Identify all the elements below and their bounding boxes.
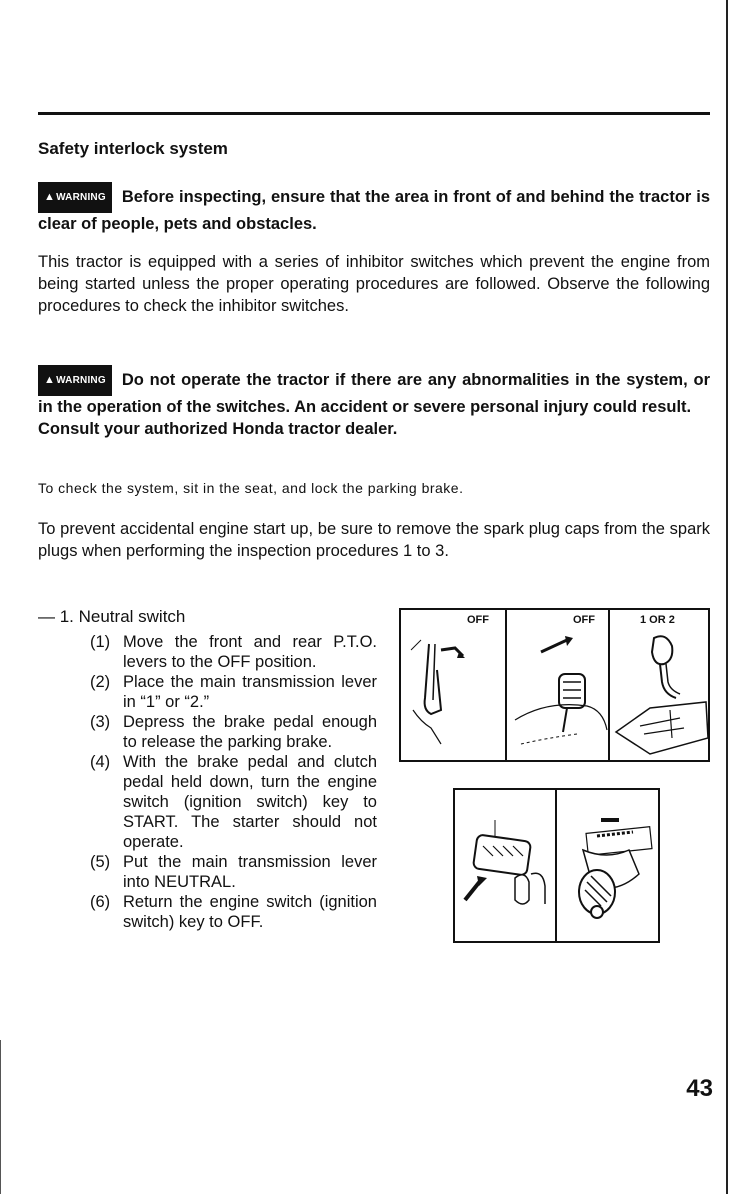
transmission-lever-illustration (610, 610, 710, 760)
procedure-steps (90, 632, 377, 932)
step-number: (4) (90, 753, 111, 771)
check-instruction: To check the system, sit in the seat, and lock the parking brake. (38, 480, 464, 496)
warning-badge-label: WARNING (56, 375, 106, 386)
intro-paragraph: This tractor is equipped with a series of inhibitor switches which prevent the engine from being started unless the proper operating procedures are followed. Observe the following procedures to check the inhibitor switches. (38, 253, 710, 315)
pedal-key-figure (453, 788, 660, 943)
ignition-key-panel (557, 790, 658, 941)
procedure-step (90, 712, 377, 752)
transmission-lever-panel (610, 610, 710, 760)
procedure-step (90, 892, 377, 932)
procedure-step (90, 632, 377, 672)
step-number: (3) (90, 713, 111, 731)
warning-2-dealer: Consult your authorized Honda tractor dealer. (38, 420, 398, 438)
page-number: 43 (686, 1075, 713, 1102)
warning-badge (38, 182, 112, 213)
warning-block-1 (38, 182, 710, 235)
brake-pedal-illustration (455, 790, 555, 942)
warning-2-text: Do not operate the tractor if there are any abnormalities in the system, or in the operation of the switches. An accident or severe personal injury could result. (38, 370, 710, 416)
step-text: Return the engine switch (ignition switch) key to OFF. (123, 893, 377, 931)
panel-label-off-2: OFF (573, 614, 595, 626)
step-number: (2) (90, 673, 111, 691)
lever-figure (399, 608, 710, 762)
step-text: With the brake pedal and clutch pedal held down, turn the engine switch (ignition switch) key to START. The starter should not operate. (123, 753, 377, 851)
warning-triangle-icon: ▲ (44, 374, 56, 386)
warning-badge (38, 365, 112, 396)
procedure-step (90, 752, 377, 852)
procedure-step (90, 852, 377, 892)
section-title: Safety interlock system (38, 139, 228, 158)
step-text: Move the front and rear P.T.O. levers to the OFF position. (123, 633, 377, 671)
pto-switch-illustration (507, 610, 608, 760)
step-text: Put the main transmission lever into NEUTRAL. (123, 853, 377, 891)
pto-switch-panel (507, 610, 610, 760)
brake-pedal-panel (455, 790, 557, 941)
step-number: (6) (90, 893, 111, 911)
procedure-heading: — 1. Neutral switch (38, 607, 186, 626)
warning-triangle-icon: ▲ (44, 191, 56, 203)
step-number: (5) (90, 853, 111, 871)
ignition-key-illustration (557, 790, 658, 942)
header-rule (38, 112, 710, 115)
pto-lever-illustration (401, 610, 505, 760)
prevent-paragraph: To prevent accidental engine start up, be sure to remove the spark plug caps from the spark plugs when performing the inspection procedures 1 to 3. (38, 520, 710, 560)
panel-label-1or2: 1 OR 2 (640, 614, 675, 626)
procedure-step (90, 672, 377, 712)
warning-badge-label: WARNING (56, 192, 106, 203)
step-text: Depress the brake pedal enough to release the parking brake. (123, 713, 377, 751)
page-edge-right (726, 0, 728, 1194)
pto-lever-panel (401, 610, 507, 760)
step-text: Place the main transmission lever in “1” or “2.” (123, 673, 377, 711)
warning-block-2 (38, 365, 710, 440)
panel-label-off: OFF (467, 614, 489, 626)
step-number: (1) (90, 633, 111, 651)
page-edge-left (0, 1040, 1, 1194)
warning-1-text: Before inspecting, ensure that the area in front of and behind the tractor is clear of people, pets and obstacles. (38, 187, 710, 233)
